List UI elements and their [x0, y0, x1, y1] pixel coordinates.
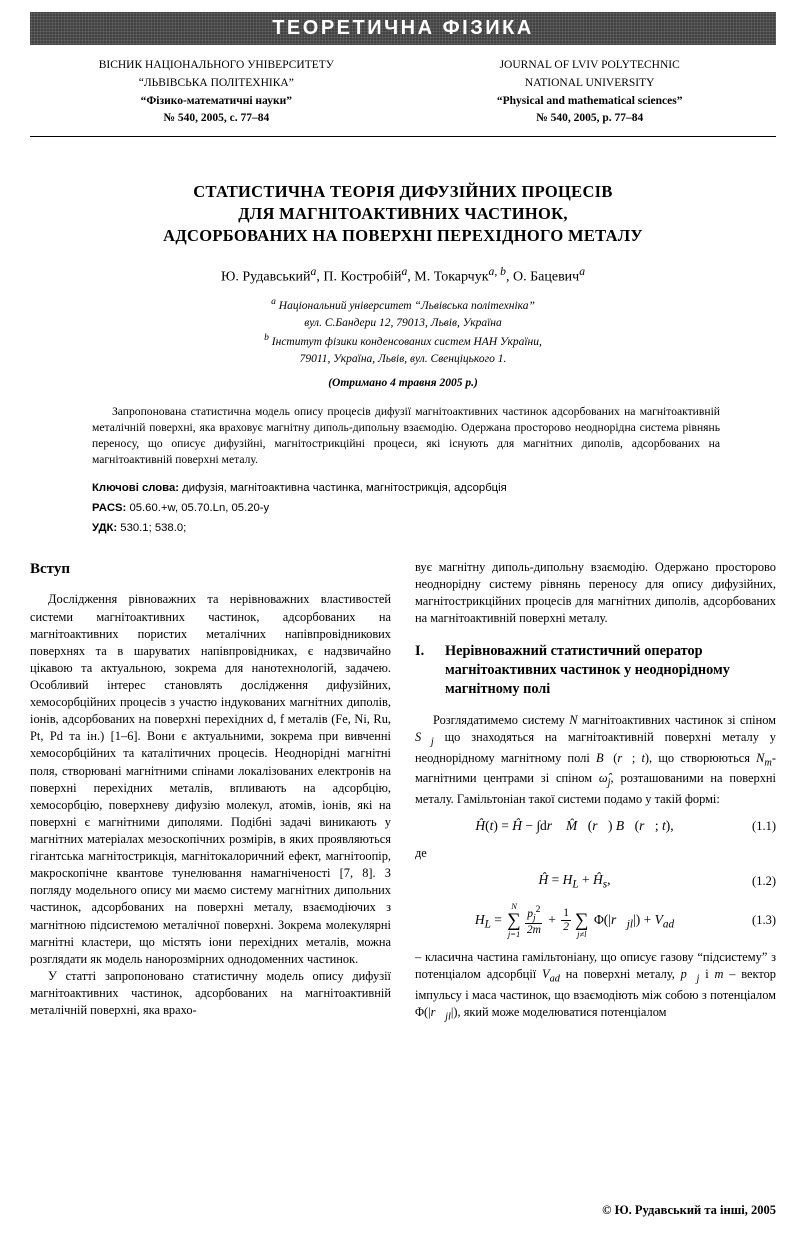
received-note: (Отримано 4 травня 2005 р.)	[328, 376, 478, 389]
masthead	[44, 57, 762, 128]
section-1-heading	[415, 642, 776, 699]
equation-1-3-rhs: $\Phi(|r⃗_{jl}|) + V_{ad}$	[590, 912, 675, 931]
footer-copyright: © Ю. Рудавський та інші, 2005	[602, 1203, 776, 1217]
divider-rule	[30, 136, 776, 137]
udk-line	[92, 519, 720, 539]
where-label: де	[415, 845, 427, 860]
sum-2-lower-limit: j≠l	[577, 929, 587, 940]
keywords-text: дифузія, магнітоактивна частинка, магнітострикція, адсорбція	[179, 482, 507, 495]
equation-1-1-number: (1.1)	[752, 818, 776, 833]
equation-1-3-body	[415, 902, 734, 940]
section-1-paragraph-2: – класична частина гамільтоніану, що описує газову “підсистему” з потенціалом адсорбції $V_{ad}$ на поверхні металу, $p⃗_j$ і m – вектор імпульсу і маса частинок, що взаємодіють між собою з потенціалом $\Phi(|r⃗_{jl}|)$, який може моделюватися потенціалом	[415, 949, 777, 1023]
intro-paragraph-1: Дослідження рівноважних та нерівноважних властивостей системи магнітоактивних частинок, адсорбованих на магнітоактивних пористих металічних напівпровідникових поверхнях та в шаруватих напівпровідниках, є надзвичайно цікавою та актуальною, зокрема для нанотехнологій, задачею. Особливий інтерес становлять дослідження дифузійних, хемосорбційних процесів з участю індукованих магнітних диполів, іонів, адсорбованих на поверхні перехідних d, f металів (Fe, Ni, Ru, Pt, Pd та ін.) [1–6]. Вони є актуальними, зокрема при вивченні хемосорбційних та каталітичних процесів. Неоднорідні магнітні поля, створювані магнітними спінами локалізованих електронів на поверхні перехідних металів, впливають на адсорбцію, хемосорбцію, поверхневу дифузію молекул, атомів, іонів, які на поверхні є магнітними диполями. Подібні задачі виникають у магнітних матеріалах мезоскопічних розмірів, в яких проявляються гігантська магнітострикція, магнітокалоричний ефект, магнітоопір, макроскопічне квантове тунелювання намагніченості [7, 8]. З погляду модельного опису ми маємо систему магнітних дипольних частинок, адсорбованих на поверхні металу, взаємодіючих з магнітною підсистемою металічної поверхні. Зокрема молекулярні магнітні кластери, що містять іони перехідних металів, можна розглядати як модель нанорозмірних однодоменних частинок.	[30, 592, 391, 966]
fraction-2	[561, 907, 571, 934]
equation-1-1	[415, 817, 776, 836]
section-1-title: Нерівноважний статистичний оператор магнітоактивних частинок у неоднорідному магнітному полі	[445, 643, 730, 697]
article-title	[30, 181, 776, 246]
sum-operator-1	[507, 902, 521, 940]
intro-paragraph-2: У статті запропоновано статистичну модель опису дифузії магнітоактивних частинок, адсорбованих на магнітоактивній металічній поверхні, яка врахо-	[30, 968, 391, 1018]
udk-label: УДК:	[92, 522, 118, 535]
sum-1-lower-limit: j=1	[507, 929, 521, 940]
affiliations	[30, 295, 776, 367]
masthead-left-line2: “ЛЬВІВСЬКА ПОЛІТЕХНІКА”	[138, 76, 294, 89]
sum-1-symbol: ∑	[507, 910, 521, 932]
section-1-number: I.	[415, 643, 425, 660]
masthead-left-line4: № 540, 2005, с. 77–84	[163, 112, 270, 125]
equation-1-2-number: (1.2)	[752, 874, 776, 889]
pacs-label: PACS:	[92, 502, 127, 515]
masthead-right-line2: NATIONAL UNIVERSITY	[524, 76, 655, 89]
pacs-line	[92, 499, 720, 519]
masthead-right-line3: “Physical and mathematical sciences”	[496, 94, 683, 107]
pacs-text: 05.60.+w, 05.70.Ln, 05.20-y	[126, 502, 270, 515]
right-column	[415, 559, 776, 1025]
plus-sign: +	[544, 912, 560, 928]
intro-heading: Вступ	[30, 560, 70, 577]
fraction-2-denominator: 2	[563, 921, 570, 934]
affiliation-line3: $^b$ Інститут фізики конденсованих систем НАН України,	[264, 332, 542, 349]
authors-line: Ю. Рудавський$^a$, П. Костробій$^a$, М. Токарчук$^{a, b}$, О. Бацевич$^a$	[220, 264, 586, 285]
sum-1-upper-limit: N	[511, 901, 517, 912]
equation-1-3	[415, 902, 776, 940]
abstract-text: Запропонована статистична модель опису процесів дифузії магнітоактивних частинок адсорбованих на магнітоактивній металічній поверхні, яка враховує магнітну диполь-дипольну взаємодію. Одержана просторово неоднорідна система рівнянь переносу, що описує дифузійні, магнітострикційні процеси, які існують для магнітних диполів, адсорбованих на магнітоактивній поверхні металу.	[92, 404, 720, 466]
section-1-paragraph-1: Розглядатимемо систему N магнітоактивних частинок зі спіном $S⃗_j$ що знаходяться на магнітоактивній поверхні металу у неоднорідному магнітному полі B⃗(r⃗; t), що створюються $N_m-$ магнітними центрами зі спіном $\omegâ_j$, розташованими на поверхні металу. Гамільтоніан такої системи подамо у такій формі:	[415, 712, 776, 807]
intro-paragraph-2-continuation: вує магнітну диполь-дипольну взаємодію. Одержано просторово неоднорідну систему рівнянь переносу для опису дифузійних, магнітострикційних процесів для магнітних диполів, адсорбованих на магнітоактивній поверхні металу.	[415, 559, 776, 626]
article-title-line2: ДЛЯ МАГНІТОАКТИВНИХ ЧАСТИНОК,	[238, 204, 568, 224]
article-meta	[92, 479, 720, 538]
masthead-right	[417, 57, 762, 128]
equation-1-3-number: (1.3)	[752, 913, 776, 928]
equation-1-2-body: Ĥ = $H_L$ + $Ĥ_s$,	[538, 871, 611, 891]
left-column	[30, 559, 391, 1025]
affiliation-line4: 79011, Україна, Львів, вул. Свенціцького 1.	[299, 352, 507, 365]
affiliation-line1: $^a$ Національний університет “Львівська політехніка”	[271, 296, 535, 313]
fraction-1	[525, 904, 543, 937]
article-title-line3: АДСОРБОВАНИХ НА ПОВЕРХНІ ПЕРЕХІДНОГО МЕТАЛУ	[163, 225, 643, 245]
sum-operator-2	[575, 902, 589, 939]
masthead-left	[44, 57, 389, 128]
masthead-left-line1: ВІСНИК НАЦІОНАЛЬНОГО УНІВЕРСИТЕТУ	[98, 59, 334, 71]
masthead-right-line1: JOURNAL OF LVIV POLYTECHNIC	[499, 59, 680, 71]
udk-text: 530.1; 538.0;	[117, 522, 187, 535]
masthead-left-line3: “Фізико-математичні науки”	[140, 94, 292, 107]
section-banner	[30, 12, 776, 45]
keywords-line	[92, 479, 720, 499]
equation-1-1-body: Ĥ(t) = Ĥ − ∫dr⃗ M̂⃗(r⃗) B⃗(r⃗; t),	[475, 818, 674, 834]
sum-2-symbol: ∑	[575, 910, 589, 932]
fraction-1-denominator: 2m	[526, 924, 541, 937]
equation-1-3-lhs: $H_L$ =	[474, 912, 506, 931]
article-title-line1: СТАТИСТИЧНА ТЕОРІЯ ДИФУЗІЙНИХ ПРОЦЕСІВ	[193, 182, 613, 202]
masthead-right-line4: № 540, 2005, p. 77–84	[536, 112, 644, 125]
equation-1-2	[415, 871, 776, 893]
affiliation-line2: вул. С.Бандери 12, 79013, Львів, Україна	[304, 316, 502, 329]
body-columns	[30, 559, 776, 1025]
banner-title: ТЕОРЕТИЧНА ФІЗИКА	[272, 17, 534, 39]
keywords-label: Ключові слова:	[92, 482, 180, 495]
fraction-2-numerator: 1	[561, 907, 571, 921]
fraction-1-numerator: $p_j^2$	[527, 904, 541, 924]
